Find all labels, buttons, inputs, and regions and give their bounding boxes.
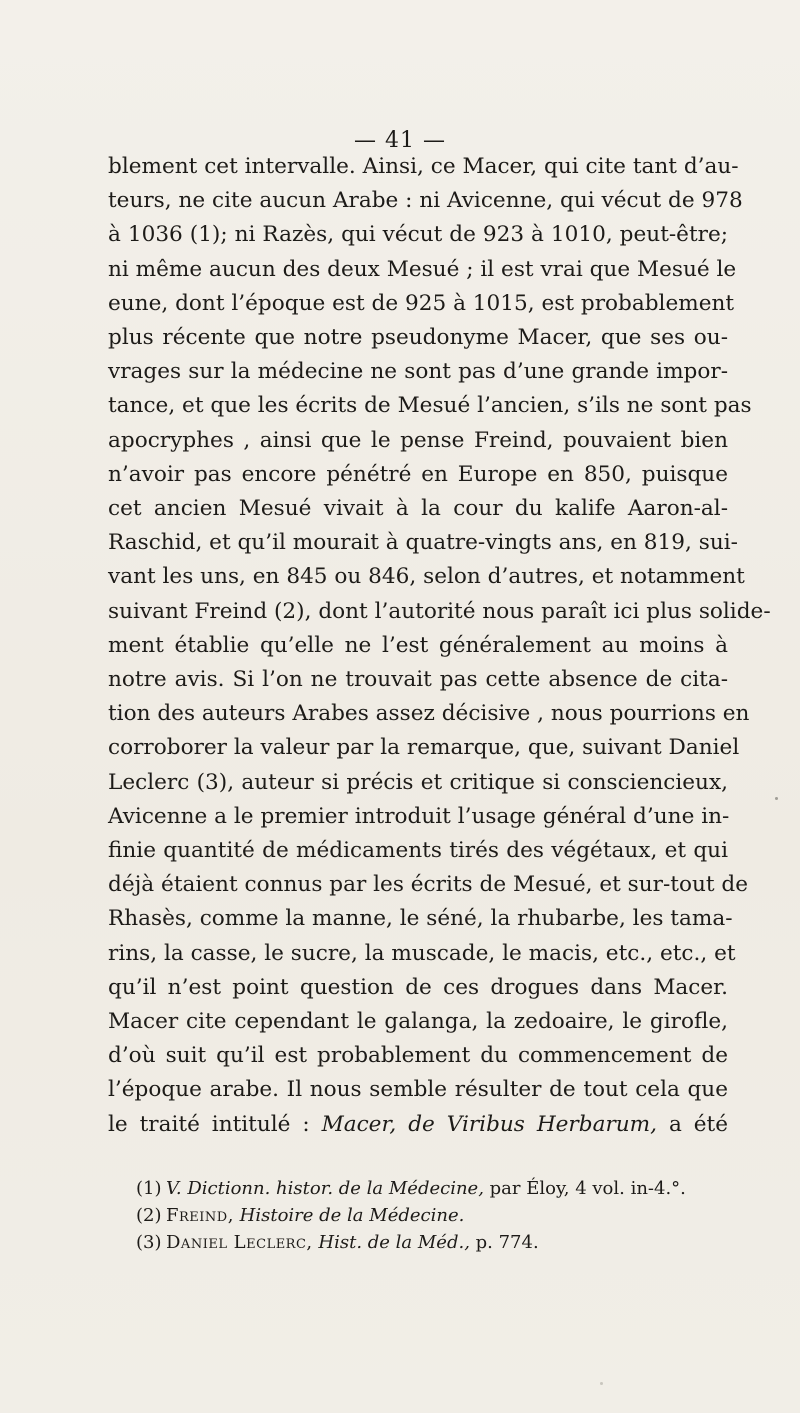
text-line: corroborer la valeur par la remarque, que, suivant Daniel xyxy=(108,735,740,761)
footnote-author: V. xyxy=(166,1178,182,1199)
footnote-title: Dictionn. histor. de la Médecine, xyxy=(187,1178,484,1199)
text-line: n’avoir pas encore pénétré en Europe en 850, puisque xyxy=(108,461,728,487)
footnotes xyxy=(136,1175,736,1256)
text-line: apocryphes , ainsi que le pense Freind, pouvaient bien xyxy=(108,427,728,453)
text-line: cet ancien Mesué vivait à la cour du kalife Aaron-al- xyxy=(108,496,728,522)
footnote xyxy=(136,1175,736,1202)
text-line: blement cet intervalle. Ainsi, ce Macer, qui cite tant d’au- xyxy=(108,154,739,179)
text-line: vant les uns, en 845 ou 846, selon d’autres, et notamment xyxy=(108,564,745,590)
text-line: Leclerc (3), auteur si précis et critique si consciencieux, xyxy=(108,769,728,795)
text-line: teurs, ne cite aucun Arabe : ni Avicenne, qui vécut de 978 xyxy=(108,188,743,214)
text-line: ment établie qu’elle ne l’est généralement au moins à xyxy=(108,632,728,658)
footnote-rest: par Éloy, 4 vol. in-4.°. xyxy=(483,1178,686,1199)
text-line: Avicenne a le premier introduit l’usage général d’une in- xyxy=(108,803,730,829)
text-line: d’où suit qu’il est probablement du commencement de xyxy=(108,1043,728,1069)
ink-speck xyxy=(775,797,778,800)
page-number: — 41 — xyxy=(354,128,446,153)
footnote-rest: p. 774. xyxy=(469,1232,539,1253)
text-line: l’époque arabe. Il nous semble résulter de tout cela que xyxy=(108,1077,728,1103)
text-line: notre avis. Si l’on ne trouvait pas cette absence de cita- xyxy=(108,667,728,693)
text-line: Macer cite cependant le galanga, la zedoaire, le girofle, xyxy=(108,1009,728,1035)
footnote-author: Freind, xyxy=(166,1205,234,1226)
text-line: Rhasès, comme la manne, le séné, la rhubarbe, les tama- xyxy=(108,906,733,932)
text-fragment: a été xyxy=(657,1111,729,1137)
text-line: vrages sur la médecine ne sont pas d’une grande impor- xyxy=(108,359,728,385)
footnote xyxy=(136,1229,736,1256)
footnote-title: Hist. de la Méd., xyxy=(318,1232,470,1253)
text-line: à 1036 (1); ni Razès, qui vécut de 923 à 1010, peut-être; xyxy=(108,222,728,248)
main-text xyxy=(108,150,771,1142)
footnote-author: Daniel Leclerc, xyxy=(166,1232,313,1253)
work-title: Macer, de Viribus Herbarum, xyxy=(321,1111,658,1137)
text-line: suivant Freind (2), dont l’autorité nous paraît ici plus solide- xyxy=(108,598,771,624)
footnote-number: (1) xyxy=(136,1178,162,1199)
footnote xyxy=(136,1202,736,1229)
text-line: eune, dont l’époque est de 925 à 1015, est probablement xyxy=(108,290,735,316)
text-line: Raschid, et qu’il mourait à quatre-vingts ans, en 819, sui- xyxy=(108,530,738,556)
text-line: tance, et que les écrits de Mesué l’ancien, s’ils ne sont pas xyxy=(108,393,752,419)
text-line: ni même aucun des deux Mesué ; il est vrai que Mesué le xyxy=(108,256,737,282)
text-fragment: le traité intitulé : xyxy=(108,1111,322,1137)
text-line: qu’il n’est point question de ces drogues dans Macer. xyxy=(108,974,728,1000)
footnote-number: (3) xyxy=(136,1232,162,1253)
text-line: rins, la casse, le sucre, la muscade, le macis, etc., etc., et xyxy=(108,940,736,966)
text-line: déjà étaient connus par les écrits de Mesué, et sur-tout de xyxy=(108,872,749,898)
footnote-number: (2) xyxy=(136,1205,162,1226)
text-line: finie quantité de médicaments tirés des végétaux, et qui xyxy=(108,838,728,864)
ink-speck xyxy=(600,1382,603,1385)
text-line-last xyxy=(108,1108,728,1142)
footnote-title: Histoire de la Médecine. xyxy=(239,1205,465,1226)
text-line: plus récente que notre pseudonyme Macer, que ses ou- xyxy=(108,325,728,351)
text-line: tion des auteurs Arabes assez décisive , nous pourrions en xyxy=(108,701,750,727)
